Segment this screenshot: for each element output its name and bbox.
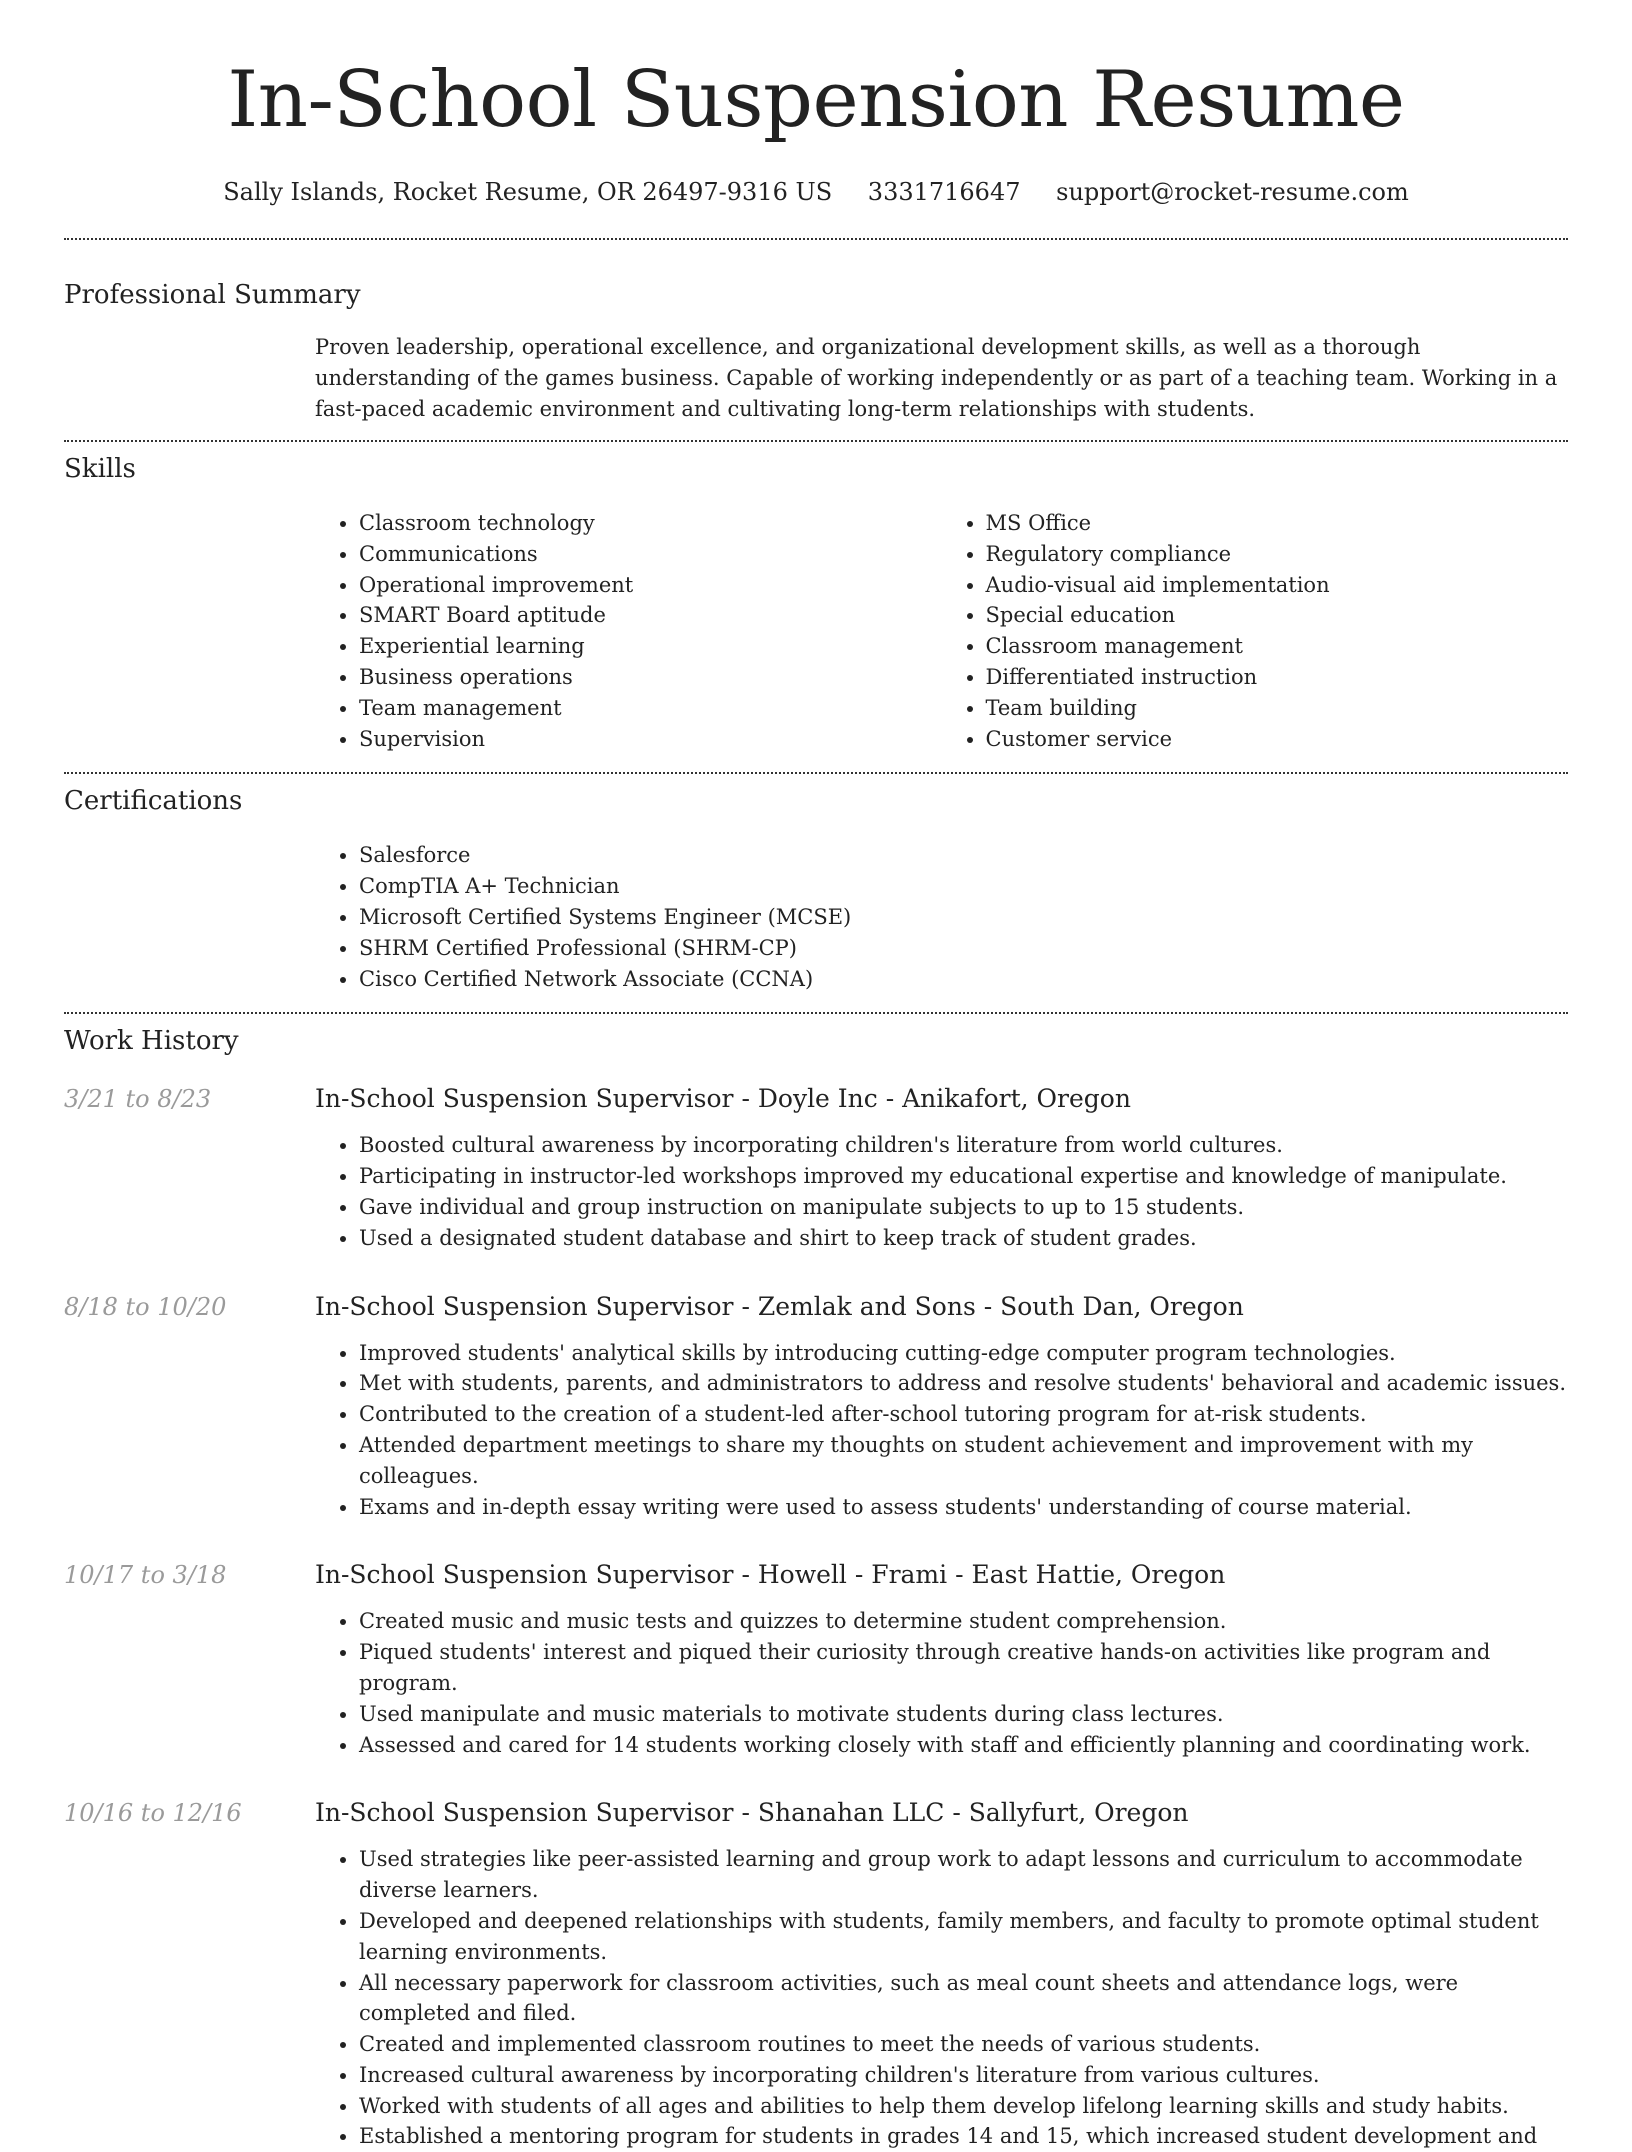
- job-bullet: • Gave individual and group instruction on manipulate subjects to up to 15 students.: [359, 1192, 1568, 1223]
- contact-phone: 3331716647: [867, 178, 1021, 206]
- job-entry: [64, 1796, 1568, 2152]
- work-history-section: [64, 1014, 1568, 2152]
- skill-item: • Classroom management: [986, 631, 1569, 662]
- job-entry: [64, 1082, 1568, 1253]
- job-body: [315, 1558, 1568, 1760]
- contact-address: Sally Islands, Rocket Resume, OR 26497-9316 US: [223, 178, 833, 206]
- summary-section: [64, 240, 1568, 440]
- skill-item: • Customer service: [986, 724, 1569, 755]
- job-bullet: • Increased cultural awareness by incorporating children's literature from various cultures.: [359, 2060, 1568, 2091]
- job-dates: 8/18 to 10/20: [64, 1292, 227, 1321]
- summary-text: Proven leadership, operational excellence, and organizational development skills, as well as a thorough understanding of the games business. Capable of working independently or as part of a teaching team. Working in a fast-paced academic environment and cultivating long-term relationships with students.: [315, 335, 1558, 421]
- job-bullet: • Created music and music tests and quizzes to determine student comprehension.: [359, 1606, 1568, 1637]
- job-bullet: • Exams and in-depth essay writing were used to assess students' understanding of course material.: [359, 1492, 1568, 1523]
- job-bullets: [315, 1844, 1568, 2152]
- skill-item: • MS Office: [986, 508, 1569, 539]
- certification-item: • Salesforce: [359, 840, 1568, 871]
- skill-item: • Team management: [359, 693, 942, 724]
- job-bullet: • Contributed to the creation of a student-led after-school tutoring program for at-risk students.: [359, 1399, 1568, 1430]
- skill-item: • Classroom technology: [359, 508, 942, 539]
- job-body: [315, 1290, 1568, 1523]
- job-bullet: • Used manipulate and music materials to motivate students during class lectures.: [359, 1699, 1568, 1730]
- summary-heading: Professional Summary: [64, 280, 361, 310]
- job-bullet: • Participating in instructor-led workshops improved my educational expertise and knowledge of manipulate.: [359, 1161, 1568, 1192]
- skills-heading: Skills: [64, 454, 136, 484]
- job-bullet: • Improved students' analytical skills by introducing cutting-edge computer program technologies.: [359, 1338, 1568, 1369]
- skills-list-left: [315, 508, 942, 754]
- skill-item: • Regulatory compliance: [986, 539, 1569, 570]
- job-bullets: [315, 1338, 1568, 1523]
- job-bullet: • Used strategies like peer-assisted learning and group work to adapt lessons and curriculum to accommodate diverse learners.: [359, 1844, 1568, 1906]
- certification-item: • Microsoft Certified Systems Engineer (MCSE): [359, 902, 1568, 933]
- job-title: In-School Suspension Supervisor - Shanahan LLC - Sallyfurt, Oregon: [315, 1798, 1189, 1828]
- skill-item: • Business operations: [359, 662, 942, 693]
- job-dates: 10/17 to 3/18: [64, 1561, 227, 1590]
- job-title: In-School Suspension Supervisor - Doyle Inc - Anikafort, Oregon: [315, 1084, 1131, 1114]
- skill-item: • Operational improvement: [359, 570, 942, 601]
- certifications-list: [315, 840, 1568, 994]
- job-body: [315, 1796, 1568, 2152]
- job-bullet: • Created and implemented classroom routines to meet the needs of various students.: [359, 2029, 1568, 2060]
- job-bullet: • Assessed and cared for 14 students working closely with staff and efficiently planning and coordinating work.: [359, 1730, 1568, 1761]
- job-entry: [64, 1290, 1568, 1523]
- job-bullet: • All necessary paperwork for classroom activities, such as meal count sheets and attendance logs, were completed and filed.: [359, 1968, 1568, 2030]
- job-dates: 3/21 to 8/23: [64, 1085, 212, 1114]
- skill-item: • Audio-visual aid implementation: [986, 570, 1569, 601]
- certifications-heading: Certifications: [64, 786, 243, 817]
- skill-item: • Experiential learning: [359, 631, 942, 662]
- resume-header: [64, 0, 1568, 212]
- skill-item: • Special education: [986, 600, 1569, 631]
- skill-item: • Differentiated instruction: [986, 662, 1569, 693]
- job-bullet: • Developed and deepened relationships with students, family members, and faculty to promote optimal student learning environments.: [359, 1906, 1568, 1968]
- skills-columns: [315, 508, 1568, 754]
- summary-content: [315, 332, 1568, 425]
- job-bullets: [315, 1606, 1568, 1760]
- resume-title: In-School Suspension Resume: [227, 55, 1405, 145]
- job-bullet: • Met with students, parents, and administrators to address and resolve students' behavioral and academic issues.: [359, 1368, 1568, 1399]
- job-bullet: • Established a mentoring program for students in grades 14 and 15, which increased student development and: [359, 2121, 1568, 2152]
- certification-item: • Cisco Certified Network Associate (CCNA): [359, 964, 1568, 995]
- skill-item: • SMART Board aptitude: [359, 600, 942, 631]
- skills-list-right: [942, 508, 1569, 754]
- certifications-section: [64, 774, 1568, 1012]
- job-bullets: [315, 1130, 1568, 1253]
- job-bullet: • Piqued students' interest and piqued their curiosity through creative hands-on activities like program and program.: [359, 1637, 1568, 1699]
- job-title: In-School Suspension Supervisor - Howell - Frami - East Hattie, Oregon: [315, 1560, 1226, 1590]
- job-bullet: • Worked with students of all ages and abilities to help them develop lifelong learning skills and study habits.: [359, 2091, 1568, 2122]
- skills-section: [64, 442, 1568, 772]
- certification-item: • SHRM Certified Professional (SHRM-CP): [359, 933, 1568, 964]
- job-title: In-School Suspension Supervisor - Zemlak and Sons - South Dan, Oregon: [315, 1291, 1244, 1321]
- certifications-content: [315, 840, 1568, 994]
- job-entry: [64, 1558, 1568, 1760]
- work-history-heading: Work History: [64, 1026, 239, 1057]
- contact-email: support@rocket-resume.com: [1056, 178, 1409, 206]
- job-bullet: • Used a designated student database and shirt to keep track of student grades.: [359, 1223, 1568, 1254]
- job-dates: 10/16 to 12/16: [64, 1799, 242, 1828]
- certification-item: • CompTIA A+ Technician: [359, 871, 1568, 902]
- job-bullet: • Boosted cultural awareness by incorporating children's literature from world cultures.: [359, 1130, 1568, 1161]
- job-body: [315, 1082, 1568, 1253]
- skill-item: • Communications: [359, 539, 942, 570]
- skill-item: • Team building: [986, 693, 1569, 724]
- contact-line: [64, 172, 1568, 212]
- skill-item: • Supervision: [359, 724, 942, 755]
- job-bullet: • Attended department meetings to share my thoughts on student achievement and improvement with my colleagues.: [359, 1430, 1568, 1492]
